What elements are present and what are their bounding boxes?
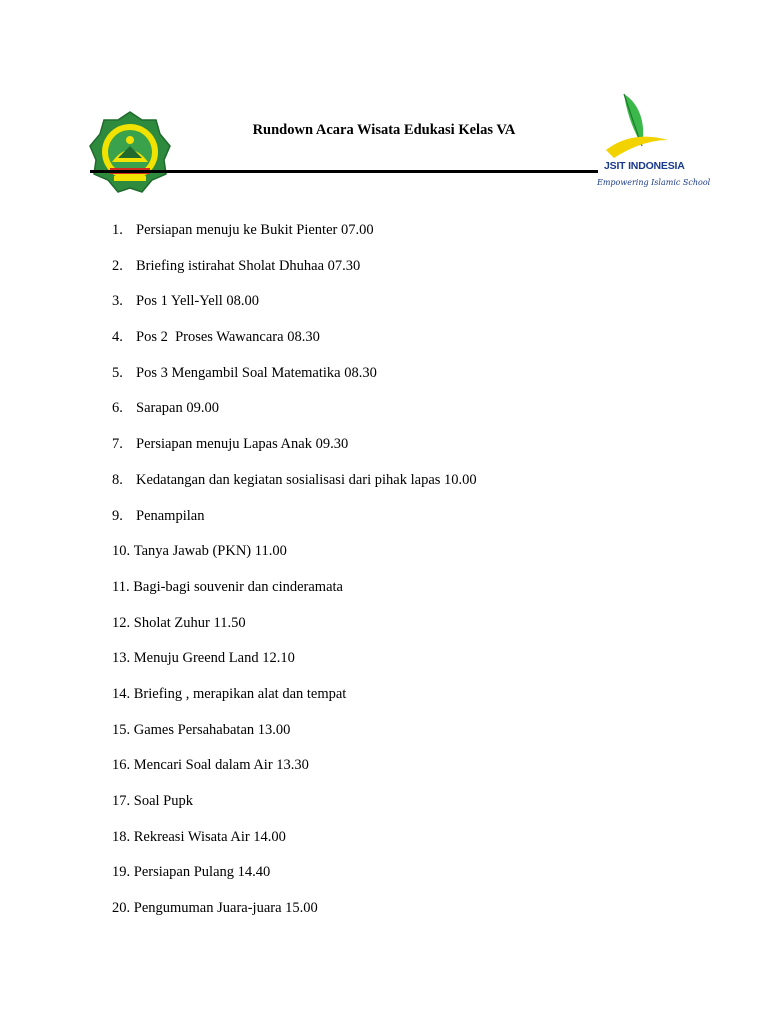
list-item: 16. Mencari Soal dalam Air 13.30: [112, 757, 309, 774]
list-item: 10. Tanya Jawab (PKN) 11.00: [112, 543, 287, 560]
header-divider: [90, 170, 598, 173]
list-item: 15. Games Persahabatan 13.00: [112, 721, 291, 738]
list-item: 12. Sholat Zuhur 11.50: [112, 614, 246, 631]
jsit-logo: [594, 90, 711, 194]
school-emblem-icon: [88, 110, 172, 198]
list-item: 18. Rekreasi Wisata Air 14.00: [112, 828, 286, 845]
list-item: 14. Briefing , merapikan alat dan tempat: [112, 685, 347, 702]
list-item: 11. Bagi-bagi souvenir dan cinderamata: [112, 578, 343, 595]
list-item: 7. Persiapan menuju Lapas Anak 09.30: [112, 436, 349, 453]
page-title: Rundown Acara Wisata Edukasi Kelas VA: [252, 122, 516, 138]
list-item: 9. Penampilan: [112, 507, 205, 524]
list-item: 3. Pos 1 Yell-Yell 08.00: [112, 293, 260, 310]
list-item: 4. Pos 2 Proses Wawancara 08.30: [112, 329, 320, 346]
list-item: 17. Soal Pupk: [112, 793, 193, 809]
rundown-list: [112, 220, 477, 934]
list-item: 19. Persiapan Pulang 14.40: [112, 864, 271, 881]
jsit-brand-text: JSIT INDONESIA: [604, 160, 685, 172]
list-item: 6. Sarapan 09.00: [112, 400, 219, 417]
list-item: 8. Kedatangan dan kegiatan sosialisasi dari pihak lapas 10.00: [112, 471, 477, 488]
list-item: 13. Menuju Greend Land 12.10: [112, 650, 295, 667]
list-item: 2. Briefing istirahat Sholat Dhuhaa 07.30: [112, 257, 361, 274]
list-item: 1. Persiapan menuju ke Bukit Pienter 07.00: [112, 222, 374, 238]
jsit-tagline: Empowering Islamic School: [597, 178, 711, 187]
list-item: 5. Pos 3 Mengambil Soal Matematika 08.30: [112, 364, 377, 381]
list-item: 20. Pengumuman Juara-juara 15.00: [112, 900, 318, 917]
